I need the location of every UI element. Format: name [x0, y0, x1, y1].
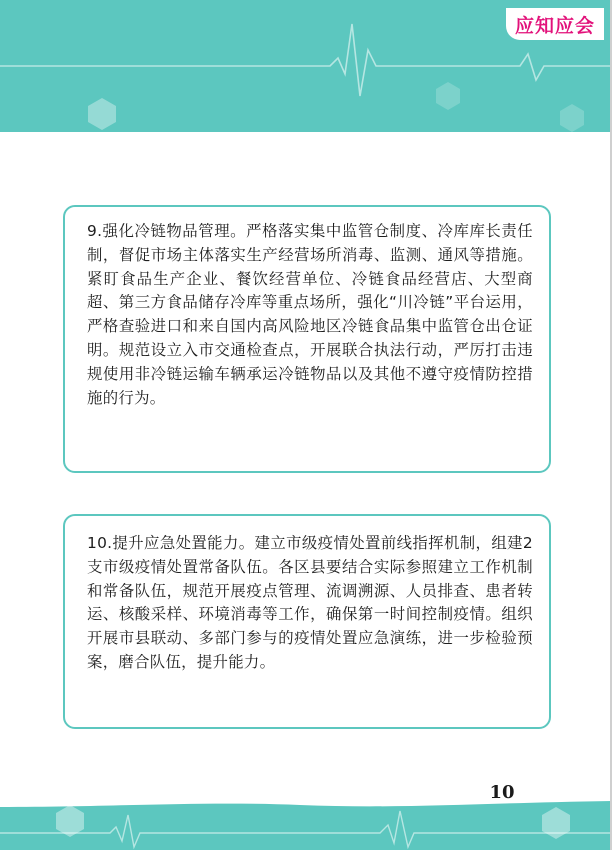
page-footer-band	[0, 797, 612, 850]
measure-card-9	[63, 205, 551, 473]
footer-wave	[0, 801, 612, 850]
page-header-band	[0, 0, 612, 132]
footer-decoration	[0, 797, 612, 850]
measure-text: 10.提升应急处置能力。建立市级疫情处置前线指挥机制，组建2支市级疫情处置常备队伍。各区县要结合实际参照建立工作机制和常备队伍，规范开展疫点管理、流调溯源、人员排查、患者转运、核酸采样、环境消毒等工作，确保第一时间控制疫情。组织开展市县联动、多部门参与的疫情处置应急演练，进一步检验预案，磨合队伍，提升能力。	[87, 534, 533, 671]
hexagon-decoration	[560, 104, 584, 132]
section-title-tab	[506, 8, 604, 40]
hexagon-decoration	[436, 82, 460, 110]
measure-text: 9.强化冷链物品管理。严格落实集中监管仓制度、冷库库长责任制，督促市场主体落实生产经营场所消毒、监测、通风等措施。紧盯食品生产企业、餐饮经营单位、冷链食品经营店、大型商超、第三方食品储存冷库等重点场所，强化“川冷链”平台运用，严格查验进口和来自国内高风险地区冷链食品集中监管仓出仓证明。规范设立入市交通检查点，开展联合执法行动，严厉打击违规使用非冷链运输车辆承运冷链物品以及其他不遵守疫情防控措施的行为。	[87, 222, 533, 407]
page-number: 10	[489, 782, 515, 803]
measure-card-10	[63, 514, 551, 729]
section-title: 应知应会	[514, 14, 595, 37]
hexagon-decoration	[88, 98, 116, 130]
